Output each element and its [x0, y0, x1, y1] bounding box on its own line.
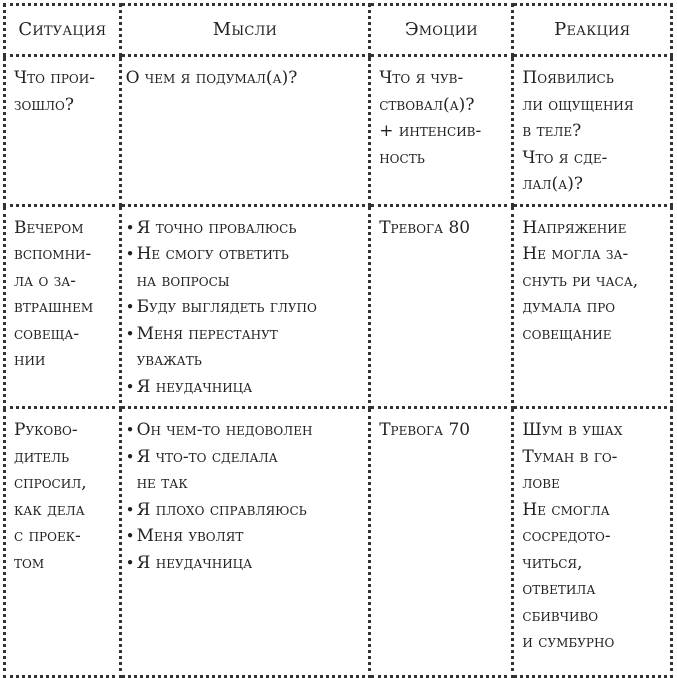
thought-item: • Не смогу ответить на вопросы — [126, 241, 367, 294]
reaction-cell: Напряжение Не могла за- снуть ри часа, думала про совещание — [513, 205, 672, 408]
thought-record-table — [3, 3, 673, 678]
thought-item: • Буду выглядеть глупо — [126, 294, 367, 321]
thought-item: • Я неудачница — [126, 550, 367, 577]
reaction-cell: Появились ли ощущения в теле? Что я сде- лал(а)? — [513, 56, 672, 206]
thoughts-list — [126, 215, 367, 401]
thought-item: • Я точно провалюсь — [126, 215, 367, 242]
header-emotions: Эмоции — [370, 5, 513, 56]
thoughts-cell: О чем я подумал(а)? — [120, 56, 370, 206]
emotions-cell: Тревога 80 — [370, 205, 513, 408]
emotions-cell: Что я чув- ствовал(а)? + интенсив- ность — [370, 56, 513, 206]
header-situation: Ситуация — [5, 5, 121, 56]
table-row — [5, 205, 672, 408]
situation-cell: Руково- дитель спросил, как дела с проек- том — [5, 408, 121, 677]
thought-item: • Я плохо справляюсь — [126, 497, 367, 524]
thought-item: • Меня уволят — [126, 523, 367, 550]
thoughts-cell — [120, 205, 370, 408]
situation-cell: Что прои- зошло? — [5, 56, 121, 206]
thoughts-list — [126, 417, 367, 576]
header-thoughts: Мысли — [120, 5, 370, 56]
reaction-cell: Шум в ушах Туман в го- лове Не смогла сосредото- читься, ответила сбивчиво и сумбурно — [513, 408, 672, 677]
thought-item: • Меня перестанут уважать — [126, 321, 367, 374]
header-reaction: Реакция — [513, 5, 672, 56]
thought-item: • Я неудачница — [126, 374, 367, 401]
situation-cell: Вечером вспомни- ла о за- втрашнем совеща- нии — [5, 205, 121, 408]
thought-item: • Я что-то сделала не так — [126, 444, 367, 497]
thought-item: • Он чем-то недоволен — [126, 417, 367, 444]
table-row — [5, 56, 672, 206]
thoughts-cell — [120, 408, 370, 677]
emotions-cell: Тревога 70 — [370, 408, 513, 677]
table-row — [5, 408, 672, 677]
header-row — [5, 5, 672, 56]
